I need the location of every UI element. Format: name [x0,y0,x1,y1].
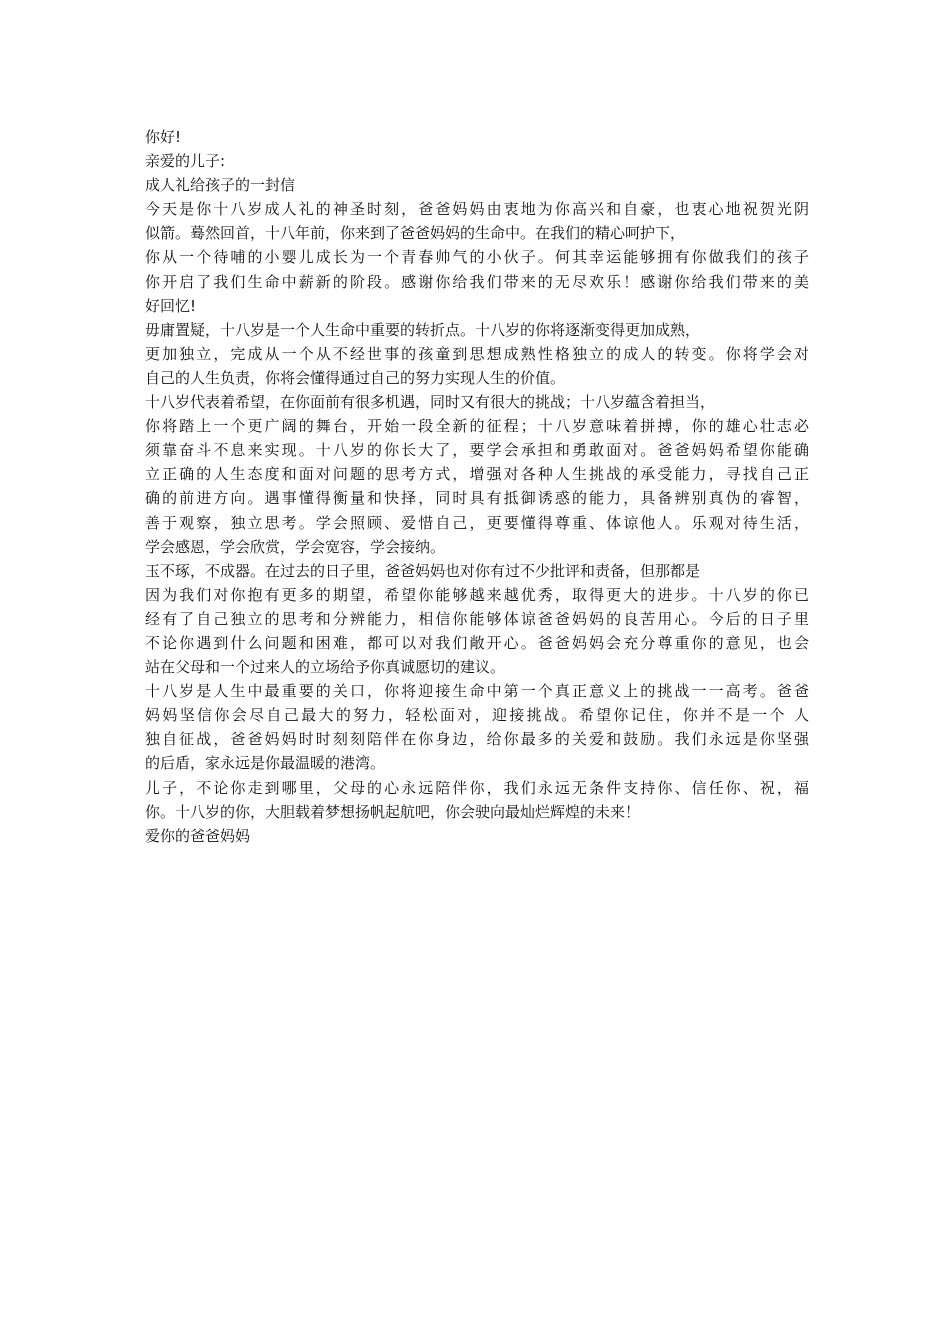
paragraph-line: 妈妈坚信你会尽自己最大的努力，轻松面对，迎接挑战。希望你记住，你并不是一个 人 [145,706,809,725]
paragraph-line: 你从一个待哺的小婴儿成长为一个青春帅气的小伙子。何其幸运能够拥有你做我们的孩子 [145,248,809,267]
paragraph-line: 独自征战，爸爸妈妈时时刻刻陪伴在你身边，给你最多的关爱和鼓励。我们永远是你坚强 [145,730,809,749]
paragraph-line: 你将踏上一个更广阔的舞台，开始一段全新的征程；十八岁意味着拼搏，你的雄心壮志必 [145,417,809,436]
paragraph-line: 十八岁是人生中最重要的关口，你将迎接生命中第一个真正意义上的挑战一一高考。爸爸 [145,682,809,701]
paragraph-line: 因为我们对你抱有更多的期望，希望你能够越来越优秀，取得更大的进步。十八岁的你已 [145,585,809,604]
letter-title: 成人礼给孩子的一封信 [145,176,296,195]
paragraph-line: 学会感恩，学会欣赏，学会宽容，学会接纳。 [145,537,446,556]
paragraph-line: 更加独立，完成从一个从不经世事的孩童到思想成熟性格独立的成人的转变。你将学会对 [145,344,809,363]
paragraph-line: 毋庸置疑，十八岁是一个人生命中重要的转折点。十八岁的你将逐渐变得更加成熟， [145,320,701,339]
paragraph-line: 确的前进方向。遇事懂得衡量和快择，同时具有抵御诱惑的能力，具备辨别真伪的睿智， [145,489,809,508]
paragraph-line: 的后盾，家永远是你最温暖的港湾。 [145,754,386,773]
salutation: 亲爱的儿子: [145,152,226,171]
paragraph-line: 善于观察，独立思考。学会照顾、爱惜自己，更要懂得尊重、体谅他人。乐观对待生活， [145,513,809,532]
paragraph-line: 好回忆! [145,296,197,315]
paragraph-line: 今天是你十八岁成人礼的神圣时刻，爸爸妈妈由衷地为你高兴和自豪，也衷心地祝贺光阴 [145,200,809,219]
greeting: 你好! [145,128,182,146]
paragraph-line: 站在父母和一个过来人的立场给予你真诚愿切的建议。 [145,658,506,677]
signature: 爱你的爸爸妈妈 [145,826,251,845]
letter-body [145,125,809,848]
paragraph-line: 十八岁代表着希望，在你面前有很多机遇，同时又有很大的挑战；十八岁蕴含着担当， [145,393,716,412]
paragraph-line: 你。十八岁的你，大胆载着梦想扬帆起航吧，你会驶向最灿烂辉煌的未来！ [145,802,641,821]
paragraph-line: 儿子，不论你走到哪里，父母的心永远陪伴你，我们永远无条件支持你、信任你、祝，福 [145,778,809,797]
paragraph-line: 立正确的人生态度和面对问题的思考方式，增强对各种人生挑战的承受能力，寻找自己正 [145,465,809,484]
paragraph-line: 不论你遇到什么问题和困难，都可以对我们敞开心。爸爸妈妈会充分尊重你的意见，也会 [145,633,809,652]
paragraph-line: 似箭。蓦然回首，十八年前，你来到了爸爸妈妈的生命中。在我们的精心呵护下， [145,224,686,243]
paragraph-line: 自己的人生负责，你将会懂得通过自己的努力实现人生的价值。 [145,368,566,387]
paragraph-line: 你开启了我们生命中薪新的阶段。感谢你给我们带来的无尽欢乐！感谢你给我们带来的美 [145,272,809,291]
paragraph-line: 经有了自己独立的思考和分辨能力，相信你能够体谅爸爸妈妈的良苦用心。今后的日子里 [145,609,809,628]
paragraph-line: 玉不琢，不成器。在过去的日子里，爸爸妈妈也对你有过不少批评和责备，但那都是 [145,561,701,580]
paragraph-line: 须靠奋斗不息来实现。十八岁的你长大了，要学会承担和勇敢面对。爸爸妈妈希望你能确 [145,441,809,460]
